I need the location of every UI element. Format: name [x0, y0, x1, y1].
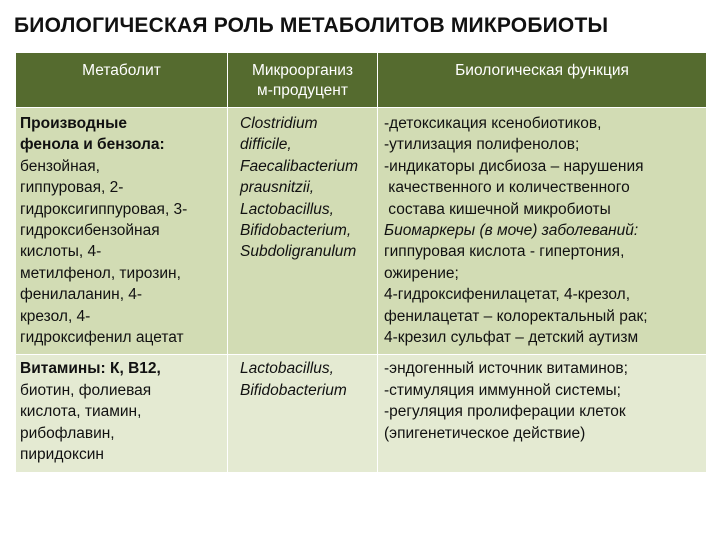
function-line: фенилацетат – колоректальный рак; — [384, 307, 648, 325]
header-producer-text-2: м-продуцент — [257, 82, 348, 99]
metabolite-line: биотин, фолиевая — [20, 381, 152, 399]
header-metabolite — [16, 53, 228, 108]
producer-line: Bifidobacterium — [240, 381, 347, 399]
function-line: состава кишечной микробиоты — [384, 200, 611, 218]
header-producer-text-1: Микроорганиз — [251, 62, 354, 79]
producer-line: Faecalibacterium — [240, 157, 359, 175]
metabolite-line: гидроксифенил ацетат — [20, 329, 184, 347]
producer-cell — [228, 108, 378, 355]
metabolite-line: кислоты, 4- — [20, 243, 102, 261]
metabolite-line: бензойная, — [20, 157, 100, 175]
function-line: качественного и количественного — [384, 179, 630, 197]
producer-cell — [228, 355, 378, 472]
function-line: -утилизация полифенолов; — [384, 136, 580, 154]
page-title: БИОЛОГИЧЕСКАЯ РОЛЬ МЕТАБОЛИТОВ МИКРОБИОТЫ — [14, 14, 609, 37]
metabolite-line — [20, 113, 223, 134]
function-line-biomarkers: Биомаркеры (в моче) заболеваний: — [384, 222, 639, 240]
function-line: -эндогенный источник витаминов; — [384, 360, 628, 378]
producer-line: Lactobacillus, — [240, 360, 334, 378]
metabolite-line: гидроксибензойная — [20, 222, 160, 240]
metabolite-group-name: Витамины: К, В12, — [20, 360, 161, 378]
function-cell — [378, 108, 707, 355]
producer-line: Clostridium — [240, 115, 318, 132]
metabolites-table — [15, 52, 707, 473]
metabolite-group-name: Производные — [20, 115, 127, 132]
metabolite-line: кислота, тиамин, — [20, 403, 142, 421]
producer-line: Subdoligranulum — [240, 243, 357, 261]
table-row — [16, 108, 707, 355]
function-line: гиппуровая кислота - гипертония, — [384, 243, 625, 261]
header-function-text: Биологическая функция — [455, 62, 629, 79]
header-producer — [228, 53, 378, 108]
metabolite-line: гиппуровая, 2- — [20, 179, 124, 197]
metabolite-group-name: фенола и бензола: — [20, 136, 165, 154]
metabolite-cell — [16, 108, 228, 355]
function-line: 4-гидроксифенилацетат, 4-крезол, — [384, 286, 631, 304]
metabolite-line: пиридоксин — [20, 446, 104, 464]
function-line: 4-крезил сульфат – детский аутизм — [384, 329, 639, 347]
metabolite-line: гидроксигиппуровая, 3- — [20, 200, 188, 218]
metabolite-line: метилфенол, тирозин, — [20, 264, 181, 282]
producer-line: Lactobacillus, — [240, 200, 334, 218]
producer-line: Bifidobacterium, — [240, 222, 352, 240]
producer-line: prausnitzii, — [240, 179, 315, 197]
function-line: (эпигенетическое действие) — [384, 424, 586, 442]
table-row — [16, 355, 707, 472]
function-line: ожирение; — [384, 264, 459, 282]
table-header-row — [16, 53, 707, 108]
metabolite-line: крезол, 4- — [20, 307, 91, 325]
metabolite-line — [20, 134, 223, 155]
function-line: -регуляция пролиферации клеток — [384, 403, 626, 421]
metabolite-line: фенилаланин, 4- — [20, 286, 143, 304]
metabolite-cell — [16, 355, 228, 472]
header-function — [378, 53, 707, 108]
function-line: -стимуляция иммунной системы; — [384, 381, 621, 399]
header-metabolite-text: Метаболит — [82, 62, 161, 79]
producer-line: difficile, — [240, 136, 292, 154]
function-line: -детоксикация ксенобиотиков, — [384, 115, 602, 132]
function-cell — [378, 355, 707, 472]
function-line: -индикаторы дисбиоза – нарушения — [384, 157, 644, 175]
metabolite-line: рибофлавин, — [20, 424, 115, 442]
metabolite-line — [20, 358, 223, 379]
